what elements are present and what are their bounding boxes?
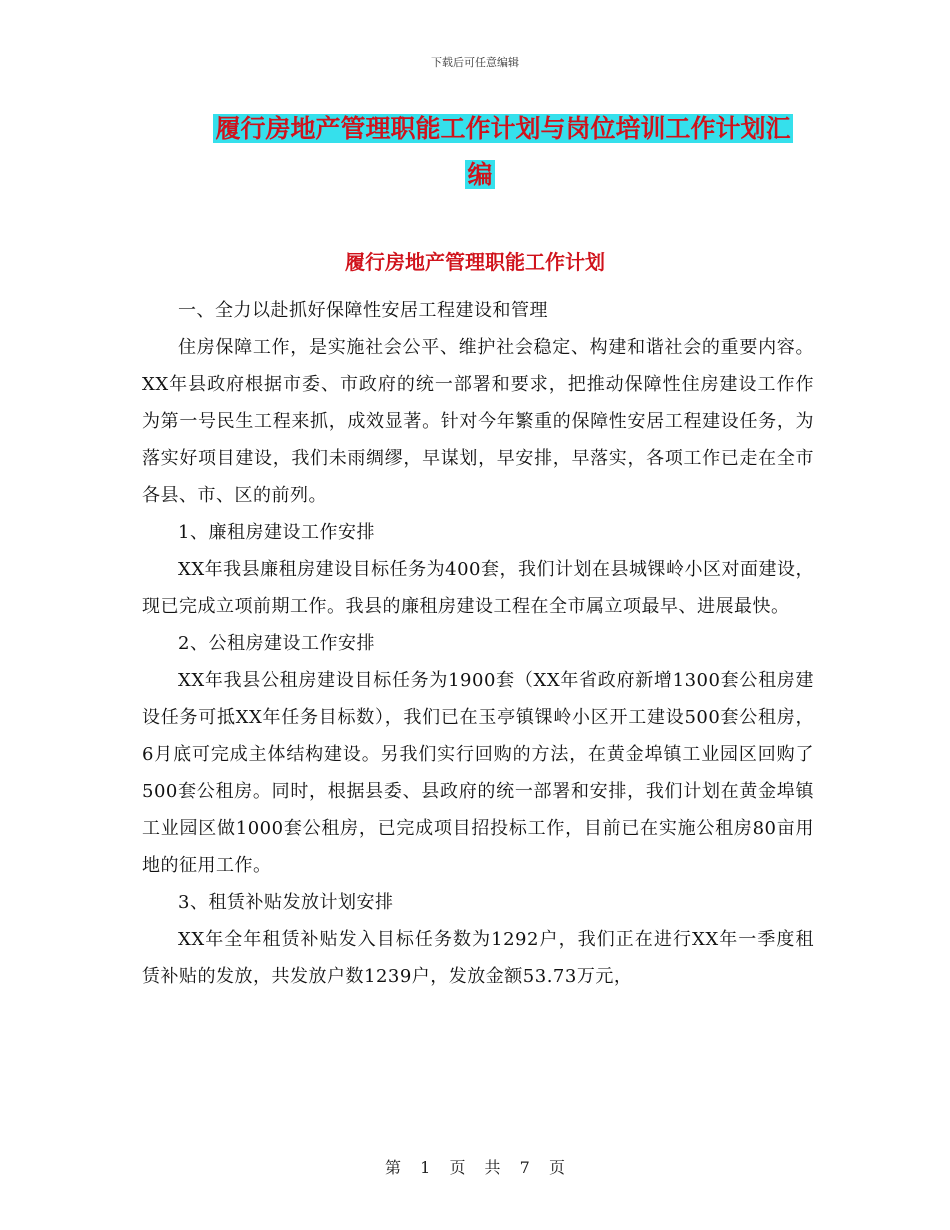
footer-suffix: 页: [548, 1158, 565, 1177]
total-pages: 7: [519, 1158, 530, 1177]
heading-1-3: 3、租赁补贴发放计划安排: [178, 892, 394, 913]
document-body: [142, 292, 814, 995]
title-line-1: 履行房地产管理职能工作计划与岗位培训工作计划汇: [215, 114, 791, 143]
footer-mid: 页: [449, 1158, 466, 1177]
page-header-note: 下载后可任意编辑: [431, 56, 519, 69]
heading-1: 一、全力以赴抓好保障性安居工程建设和管理: [178, 300, 548, 321]
paragraph: XX年全年租赁补贴发入目标任务数为1292户，我们正在进行XX年一季度租赁补贴的发放，共发放户数1239户，发放金额53.73万元，: [142, 929, 814, 987]
paragraph: XX年我县公租房建设目标任务为1900套（XX年省政府新增1300套公租房建设任务可抵XX年任务目标数），我们已在玉亭镇锞岭小区开工建设500套公租房，6月底可完成主体结构建设。另我们实行回购的方法，在黄金埠镇工业园区回购了500套公租房。同时，根据县委、县政府的统一部署和安排，我们计划在黄金埠镇工业园区做1000套公租房，已完成项目招投标工作，目前已在实施公租房80亩用地的征用工作。: [142, 670, 814, 876]
section-title: 履行房地产管理职能工作计划: [345, 250, 605, 274]
paragraph: XX年我县廉租房建设目标任务为400套，我们计划在县城锞岭小区对面建设，现已完成立项前期工作。我县的廉租房建设工程在全市属立项最早、进展最快。: [142, 559, 814, 617]
paragraph: 住房保障工作，是实施社会公平、维护社会稳定、构建和谐社会的重要内容。XX年县政府根据市委、市政府的统一部署和要求，把推动保障性住房建设工作作为第一号民生工程来抓，成效显著。针对今年繁重的保障性安居工程建设任务，为落实好项目建设，我们未雨绸缪，早谋划，早安排，早落实，各项工作已走在全市各县、市、区的前列。: [142, 337, 814, 506]
footer-total-prefix: 共: [484, 1158, 501, 1177]
heading-1-1: 1、廉租房建设工作安排: [178, 522, 375, 543]
page-footer: [0, 1155, 950, 1178]
title-line-2: 编: [467, 160, 493, 189]
heading-1-2: 2、公租房建设工作安排: [178, 633, 375, 654]
page-number: 1: [420, 1158, 431, 1177]
document-title: [140, 106, 820, 198]
footer-prefix: 第: [385, 1158, 402, 1177]
